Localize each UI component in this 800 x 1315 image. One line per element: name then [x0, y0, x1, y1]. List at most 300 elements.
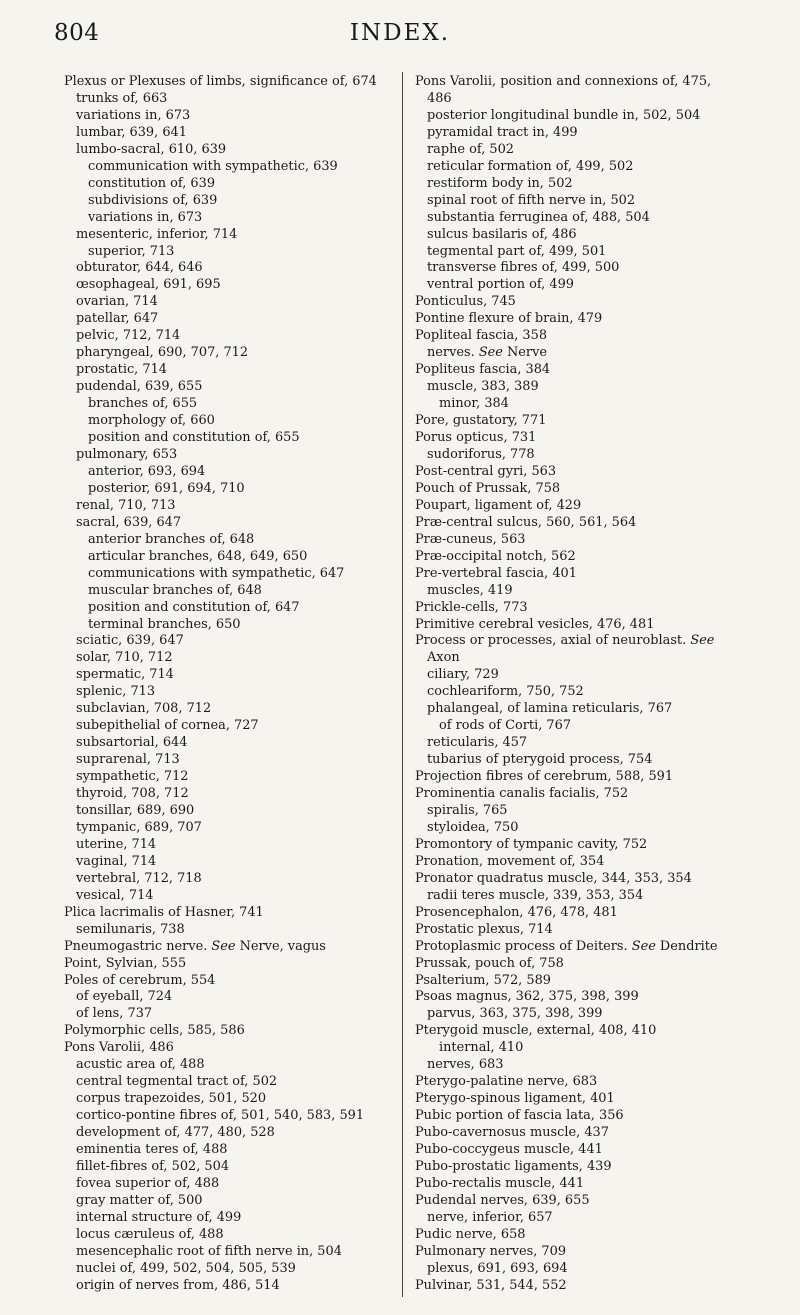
index-entry [415, 583, 765, 600]
index-entry [415, 74, 765, 91]
see-reference: See [686, 633, 715, 649]
index-entry [415, 888, 765, 905]
index-entry [64, 922, 404, 939]
index-entry [415, 650, 765, 667]
index-entry-text: patellar, 647 [76, 311, 159, 327]
index-entry-text: Præ-occipital notch, 562 [415, 548, 576, 564]
index-entry [415, 91, 765, 108]
index-entry-text: lumbo-sacral, 610, 639 [76, 141, 227, 157]
index-entry [64, 1091, 404, 1108]
index-entry-text: Protoplasmic process of Deiters. [415, 938, 628, 954]
index-entry [64, 362, 404, 379]
index-entry [415, 294, 765, 311]
index-entry-text: nerves. [427, 345, 475, 361]
index-entry [64, 549, 404, 566]
index-entry-text: central tegmental tract of, 502 [76, 1074, 278, 1090]
index-entry [64, 1040, 404, 1057]
index-entry [64, 583, 404, 600]
index-entry-text: cortico-pontine fibres of, 501, 540, 583, 591 [76, 1108, 365, 1124]
index-entry-text: of lens, 737 [76, 1006, 153, 1022]
index-entry-text: cochleariform, 750, 752 [427, 684, 584, 700]
index-entry-text: Pubo-coccygeus muscle, 441 [415, 1142, 603, 1158]
index-entry-text: Præ-cuneus, 563 [415, 531, 526, 547]
index-entry-text: reticularis, 457 [427, 735, 528, 751]
index-entry [415, 989, 765, 1006]
index-entry [64, 396, 404, 413]
index-entry [415, 277, 765, 294]
index-entry-text: constitution of, 639 [88, 175, 216, 191]
index-entry-text: Prussak, pouch of, 758 [415, 955, 564, 971]
index-entry [64, 328, 404, 345]
index-entry-text: position and constitution of, 655 [88, 430, 300, 446]
index-entry [415, 1142, 765, 1159]
index-entry-text: posterior, 691, 694, 710 [88, 480, 245, 496]
index-entry-text: phalangeal, of lamina reticularis, 767 [427, 701, 673, 717]
index-entry [64, 176, 404, 193]
index-entry-text: reticular formation of, 499, 502 [427, 158, 634, 174]
index-entry-text: Process or processes, axial of neuroblast. [415, 633, 687, 649]
index-entry [415, 600, 765, 617]
column-divider [402, 72, 403, 1297]
index-entry [64, 701, 404, 718]
index-entry-text: origin of nerves from, 486, 514 [76, 1277, 280, 1293]
index-entry-text: variations in, 673 [76, 107, 191, 123]
index-entry-text: Pulmonary nerves, 709 [415, 1243, 567, 1259]
index-entry [64, 1193, 404, 1210]
index-entry-text: tubarius of pterygoid process, 754 [427, 752, 653, 768]
index-entry-text: Pulvinar, 531, 544, 552 [415, 1277, 567, 1293]
index-entry-text: morphology of, 660 [88, 413, 215, 429]
index-entry-text: Poupart, ligament of, 429 [415, 497, 582, 513]
index-entry [415, 633, 765, 650]
index-entry [64, 464, 404, 481]
see-reference: See [207, 938, 236, 954]
index-entry [415, 701, 765, 718]
index-entry [64, 193, 404, 210]
index-entry [415, 328, 765, 345]
index-entry-text: Pouch of Prussak, 758 [415, 480, 561, 496]
index-entry [415, 769, 765, 786]
index-entry [64, 752, 404, 769]
index-entry [415, 1210, 765, 1227]
index-entry [415, 667, 765, 684]
index-entry-text: internal, 410 [439, 1040, 524, 1056]
index-entry-text: ventral portion of, 499 [427, 277, 574, 293]
index-entry-text: suprarenal, 713 [76, 752, 180, 768]
index-entry-text: Pterygoid muscle, external, 408, 410 [415, 1023, 657, 1039]
index-entry-text: plexus, 691, 693, 694 [427, 1260, 568, 1276]
index-entry [415, 447, 765, 464]
index-entry-text: parvus, 363, 375, 398, 399 [427, 1006, 603, 1022]
page-number: 804 [54, 20, 100, 46]
see-target: Nerve, vagus [235, 938, 326, 954]
index-entry [415, 905, 765, 922]
running-title: INDEX. [349, 20, 451, 46]
index-entry [64, 108, 404, 125]
index-entry-text: pulmonary, 653 [76, 446, 178, 462]
index-entry [415, 617, 765, 634]
index-entry-text: radii teres muscle, 339, 353, 354 [427, 887, 644, 903]
index-entry [415, 345, 765, 362]
index-entry-text: Prosencephalon, 476, 478, 481 [415, 904, 618, 920]
index-entry-text: 486 [427, 90, 452, 106]
index-entry [415, 1261, 765, 1278]
index-entry-text: Poles of cerebrum, 554 [64, 972, 216, 988]
index-entry-text: Point, Sylvian, 555 [64, 955, 187, 971]
index-entry [64, 956, 404, 973]
index-entry [64, 617, 404, 634]
index-entry-text: nuclei of, 499, 502, 504, 505, 539 [76, 1260, 296, 1276]
index-entry-text: posterior longitudinal bundle in, 502, 504 [427, 107, 701, 123]
index-entry-text: Prickle-cells, 773 [415, 599, 528, 615]
index-entry [64, 515, 404, 532]
index-entry [64, 905, 404, 922]
index-entry [64, 1006, 404, 1023]
index-entry [415, 260, 765, 277]
index-entry [64, 159, 404, 176]
index-entry [64, 667, 404, 684]
index-entry [64, 633, 404, 650]
index-entry [415, 1125, 765, 1142]
index-entry-text: transverse fibres of, 499, 500 [427, 260, 620, 276]
index-entry [64, 820, 404, 837]
index-entry [64, 735, 404, 752]
index-entry-text: tonsillar, 689, 690 [76, 802, 195, 818]
index-entry-text: sciatic, 639, 647 [76, 633, 184, 649]
index-entry [64, 210, 404, 227]
index-entry [415, 718, 765, 735]
index-entry-text: variations in, 673 [88, 209, 203, 225]
index-entry-text: of rods of Corti, 767 [439, 718, 572, 734]
index-entry-text: nerve, inferior, 657 [427, 1209, 553, 1225]
index-entry-text: articular branches, 648, 649, 650 [88, 548, 308, 564]
index-entry-text: muscles, 419 [427, 582, 513, 598]
index-entry [64, 973, 404, 990]
index-entry-text: ovarian, 714 [76, 294, 158, 310]
index-entry [64, 430, 404, 447]
index-entry [415, 176, 765, 193]
index-entry-text: of eyeball, 724 [76, 989, 173, 1005]
index-entry-text: Pore, gustatory, 771 [415, 413, 547, 429]
index-entry [415, 108, 765, 125]
index-entry [64, 498, 404, 515]
index-entry-text: Post-central gyri, 563 [415, 463, 557, 479]
index-entry-text: pelvic, 712, 714 [76, 328, 181, 344]
index-entry [64, 1074, 404, 1091]
index-entry [415, 922, 765, 939]
index-entry-text: subsartorial, 644 [76, 735, 188, 751]
index-entry-text: Prominentia canalis facialis, 752 [415, 786, 629, 802]
index-entry-text: mesenteric, inferior, 714 [76, 226, 238, 242]
see-target: Nerve [502, 345, 547, 361]
index-entry-text: gray matter of, 500 [76, 1192, 203, 1208]
index-entry-text: vertebral, 712, 718 [76, 870, 202, 886]
index-entry [415, 837, 765, 854]
index-entry-text: Pons Varolii, 486 [64, 1040, 174, 1056]
index-entry [415, 142, 765, 159]
index-entry-text: fovea superior of, 488 [76, 1175, 220, 1191]
index-entry-text: Pneumogastric nerve. [64, 938, 208, 954]
index-entry-text: spiralis, 765 [427, 802, 508, 818]
see-target: Dendrite [655, 938, 718, 954]
index-entry-text: Pterygo-spinous ligament, 401 [415, 1091, 615, 1107]
index-entry-text: communications with sympathetic, 647 [88, 565, 345, 581]
index-entry [415, 1074, 765, 1091]
index-entry [64, 786, 404, 803]
index-entry [415, 1193, 765, 1210]
index-entry [415, 532, 765, 549]
index-entry-text: sulcus basilaris of, 486 [427, 226, 577, 242]
index-entry-text: Plexus or Plexuses of limbs, significance of, 674 [64, 74, 377, 89]
page-header [0, 12, 800, 52]
index-entry [415, 956, 765, 973]
index-entry-text: Pudendal nerves, 639, 655 [415, 1192, 590, 1208]
index-entry-text: uterine, 714 [76, 836, 157, 852]
index-entry [64, 294, 404, 311]
index-entry [64, 989, 404, 1006]
index-entry-text: branches of, 655 [88, 396, 198, 412]
index-column-left [64, 74, 404, 1295]
index-entry [64, 379, 404, 396]
index-entry-text: Primitive cerebral vesicles, 476, 481 [415, 616, 655, 632]
index-entry-text: vaginal, 714 [76, 853, 157, 869]
index-entry-text: subclavian, 708, 712 [76, 701, 212, 717]
index-entry-text: eminentia teres of, 488 [76, 1142, 228, 1158]
index-entry-text: thyroid, 708, 712 [76, 786, 189, 802]
index-entry [415, 820, 765, 837]
index-entry [64, 277, 404, 294]
index-entry-text: Pubic portion of fascia lata, 356 [415, 1108, 624, 1124]
index-entry-text: locus cæruleus of, 488 [76, 1226, 224, 1242]
index-entry-text: Polymorphic cells, 585, 586 [64, 1023, 245, 1039]
index-entry-text: tympanic, 689, 707 [76, 819, 202, 835]
index-entry [64, 142, 404, 159]
index-entry-text: pharyngeal, 690, 707, 712 [76, 345, 249, 361]
index-entry-text: sacral, 639, 647 [76, 514, 182, 530]
index-entry-text: Porus opticus, 731 [415, 430, 537, 446]
index-entry-text: Plica lacrimalis of Hasner, 741 [64, 904, 264, 920]
index-entry [64, 413, 404, 430]
index-entry-text: Pronation, movement of, 354 [415, 853, 605, 869]
index-entry-text: subepithelial of cornea, 727 [76, 718, 259, 734]
index-entry [415, 1023, 765, 1040]
index-entry [415, 481, 765, 498]
index-entry [415, 1227, 765, 1244]
index-entry [415, 193, 765, 210]
index-entry [415, 464, 765, 481]
index-entry-text: Pons Varolii, position and connexions of, 475, [415, 74, 712, 89]
index-entry [64, 837, 404, 854]
index-entry-text: obturator, 644, 646 [76, 260, 203, 276]
index-entry-text: superior, 713 [88, 243, 175, 259]
index-column-right [415, 74, 765, 1295]
index-entry-text: sudoriforus, 778 [427, 446, 535, 462]
index-entry [64, 1023, 404, 1040]
index-entry-text: Promontory of tympanic cavity, 752 [415, 836, 648, 852]
index-entry-text: Præ-central sulcus, 560, 561, 564 [415, 514, 637, 530]
index-entry [64, 74, 404, 91]
index-entry-text: corpus trapezoides, 501, 520 [76, 1091, 267, 1107]
index-entry [415, 413, 765, 430]
index-entry-text: acustic area of, 488 [76, 1057, 205, 1073]
index-entry [64, 1210, 404, 1227]
index-entry [64, 718, 404, 735]
index-entry-text: ciliary, 729 [427, 667, 499, 683]
index-entry [415, 854, 765, 871]
index-entry-text: renal, 710, 713 [76, 497, 176, 513]
index-entry [64, 1108, 404, 1125]
index-entry-text: spinal root of fifth nerve in, 502 [427, 192, 636, 208]
index-entry [415, 1176, 765, 1193]
index-entry-text: Pubo-prostatic ligaments, 439 [415, 1159, 612, 1174]
index-entry [415, 973, 765, 990]
index-entry [415, 159, 765, 176]
index-entry [415, 752, 765, 769]
index-entry [415, 939, 765, 956]
index-entry-text: Pterygo-palatine nerve, 683 [415, 1074, 598, 1090]
index-entry-text: Pre-vertebral fascia, 401 [415, 565, 577, 581]
index-entry [415, 1091, 765, 1108]
index-entry [64, 260, 404, 277]
index-entry-text: splenic, 713 [76, 684, 156, 700]
see-reference: See [627, 938, 656, 954]
index-entry-text: Popliteal fascia, 358 [415, 328, 548, 344]
index-entry [64, 566, 404, 583]
index-entry [64, 939, 404, 956]
index-entry-text: substantia ferruginea of, 488, 504 [427, 209, 650, 225]
index-entry-text: solar, 710, 712 [76, 650, 173, 666]
index-entry-text: Pronator quadratus muscle, 344, 353, 354 [415, 870, 692, 886]
index-entry [415, 566, 765, 583]
index-entry-text: communication with sympathetic, 639 [88, 158, 338, 174]
index-entry-text: Axon [427, 650, 460, 666]
index-entry [415, 1006, 765, 1023]
index-entry [415, 1057, 765, 1074]
index-entry [64, 769, 404, 786]
index-entry [64, 888, 404, 905]
index-entry-text: restiform body in, 502 [427, 175, 573, 191]
index-entry [64, 447, 404, 464]
index-entry [415, 684, 765, 701]
index-entry [415, 871, 765, 888]
index-entry [64, 244, 404, 261]
index-entry [415, 786, 765, 803]
index-entry [64, 1278, 404, 1295]
index-entry [415, 430, 765, 447]
index-entry [415, 125, 765, 142]
index-entry-text: prostatic, 714 [76, 362, 167, 378]
index-entry-text: Pudic nerve, 658 [415, 1226, 526, 1242]
index-entry-text: semilunaris, 738 [76, 921, 185, 937]
index-entry [415, 210, 765, 227]
index-entry-text: subdivisions of, 639 [88, 192, 218, 208]
index-entry-text: tegmental part of, 499, 501 [427, 243, 607, 259]
index-entry [64, 481, 404, 498]
index-entry-text: raphe of, 502 [427, 141, 514, 157]
index-entry [415, 1040, 765, 1057]
index-entry-text: Pontine flexure of brain, 479 [415, 311, 603, 327]
index-entry-text: pudendal, 639, 655 [76, 379, 203, 395]
index-entry [64, 91, 404, 108]
index-entry [415, 362, 765, 379]
index-entry-text: trunks of, 663 [76, 90, 168, 106]
index-entry [415, 1244, 765, 1261]
index-entry-text: Prostatic plexus, 714 [415, 921, 553, 937]
index-entry-text: pyramidal tract in, 499 [427, 124, 578, 140]
index-entry [415, 549, 765, 566]
index-entry-text: styloidea, 750 [427, 819, 519, 835]
index-entry [415, 379, 765, 396]
index-entry-text: development of, 477, 480, 528 [76, 1125, 275, 1141]
index-entry [64, 345, 404, 362]
index-entry [415, 396, 765, 413]
index-entry [415, 1159, 765, 1176]
index-entry [415, 1278, 765, 1295]
index-entry-text: terminal branches, 650 [88, 616, 241, 632]
index-entry [64, 1176, 404, 1193]
index-entry [64, 684, 404, 701]
index-entry-text: sympathetic, 712 [76, 769, 189, 785]
see-reference: See [474, 345, 503, 361]
index-entry [64, 1227, 404, 1244]
index-entry-text: Popliteus fascia, 384 [415, 362, 551, 378]
index-entry-text: anterior branches of, 648 [88, 531, 255, 547]
index-entry-text: Psalterium, 572, 589 [415, 972, 551, 988]
index-entry [64, 871, 404, 888]
index-entry-text: fillet-fibres of, 502, 504 [76, 1159, 230, 1174]
index-entry [64, 1057, 404, 1074]
index-entry [64, 1142, 404, 1159]
index-entry [64, 854, 404, 871]
index-entry [64, 803, 404, 820]
index-entry-text: nerves, 683 [427, 1057, 504, 1073]
index-entry [64, 227, 404, 244]
index-entry-text: Pubo-cavernosus muscle, 437 [415, 1125, 609, 1141]
index-entry-text: minor, 384 [439, 396, 509, 412]
index-entry [415, 311, 765, 328]
index-entry [64, 1159, 404, 1176]
index-entry-text: muscle, 383, 389 [427, 379, 539, 395]
index-entry-text: Projection fibres of cerebrum, 588, 591 [415, 769, 674, 785]
index-entry-text: internal structure of, 499 [76, 1209, 242, 1225]
index-entry-text: Psoas magnus, 362, 375, 398, 399 [415, 989, 639, 1005]
index-entry [415, 803, 765, 820]
index-entry [415, 244, 765, 261]
index-entry-text: position and constitution of, 647 [88, 599, 300, 615]
index-entry [415, 498, 765, 515]
index-entry [415, 735, 765, 752]
index-entry [64, 532, 404, 549]
index-entry [64, 1244, 404, 1261]
index-entry-text: anterior, 693, 694 [88, 463, 206, 479]
index-entry [64, 600, 404, 617]
index-entry [64, 650, 404, 667]
index-entry [64, 125, 404, 142]
index-entry [64, 1125, 404, 1142]
index-entry-text: vesical, 714 [76, 887, 154, 903]
index-entry-text: œsophageal, 691, 695 [76, 277, 221, 293]
index-entry [415, 227, 765, 244]
index-entry-text: Ponticulus, 745 [415, 294, 516, 310]
index-entry-text: muscular branches of, 648 [88, 582, 262, 598]
index-entry-text: mesencephalic root of fifth nerve in, 504 [76, 1243, 342, 1259]
index-entry-text: spermatic, 714 [76, 667, 174, 683]
index-entry [64, 311, 404, 328]
index-entry [415, 515, 765, 532]
index-entry-text: Pubo-rectalis muscle, 441 [415, 1175, 585, 1191]
index-entry-text: lumbar, 639, 641 [76, 124, 187, 140]
index-entry [415, 1108, 765, 1125]
